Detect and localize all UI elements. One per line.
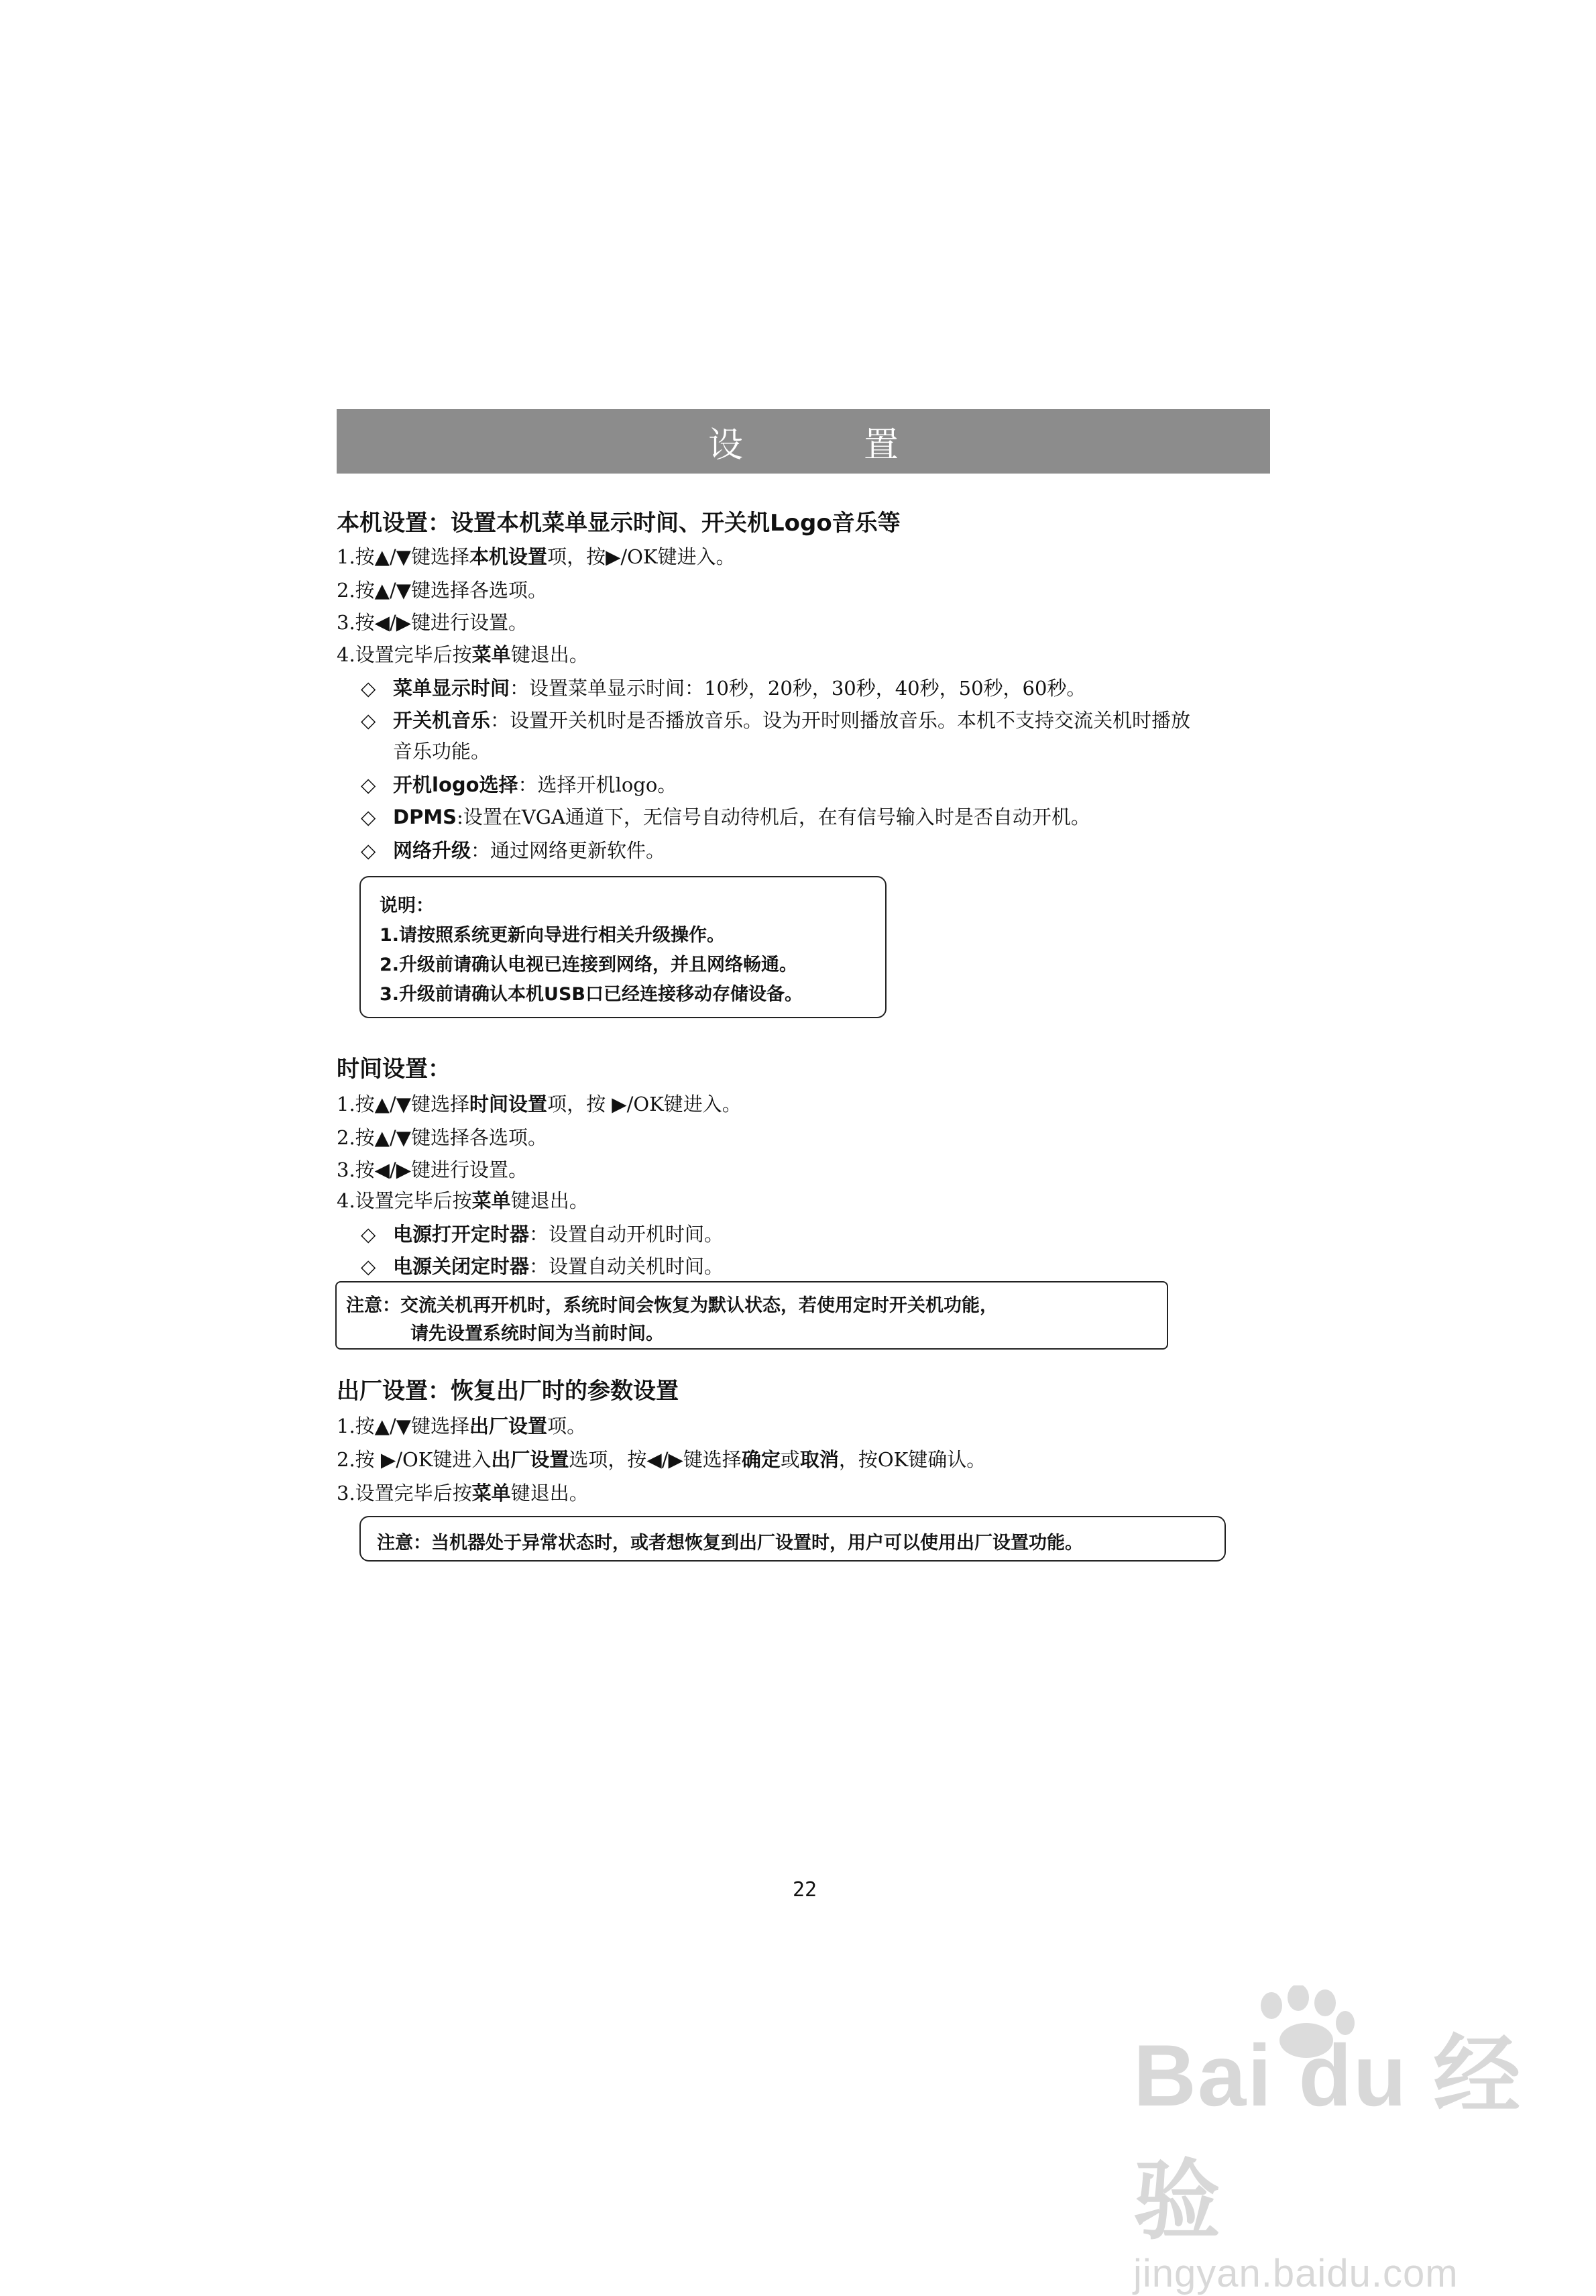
list-item: ◇ DPMS:设置在VGA通道下，无信号自动待机后，在有信号输入时是否自动开机。 (361, 806, 1090, 828)
list-item: ◇ 电源关闭定时器：设置自动关机时间。 (361, 1255, 724, 1278)
list-item: ◇ 开关机音乐：设置开关机时是否播放音乐。设为开时则播放音乐。本机不支持交流关机时播放 (361, 709, 1191, 732)
step: 1.按▲/▼键选择本机设置项，按▶/OK键进入。 (337, 545, 736, 568)
step: 1.按▲/▼键选择时间设置项，按 ▶/OK键进入。 (337, 1093, 742, 1115)
section-banner (337, 409, 1270, 474)
diamond-bullet-icon: ◇ (361, 806, 376, 828)
section3-heading: 出厂设置：恢复出厂时的参数设置 (337, 1378, 679, 1405)
note-line: 2.升级前请确认电视已连接到网络，并且网络畅通。 (380, 954, 798, 975)
list-item: ◇ 网络升级：通过网络更新软件。 (361, 839, 666, 862)
step: 2.按▲/▼键选择各选项。 (337, 1126, 548, 1149)
note-line: 注意：当机器处于异常状态时，或者想恢复到出厂设置时，用户可以使用出厂设置功能。 (377, 1533, 1083, 1553)
step: 4.设置完毕后按菜单键退出。 (337, 643, 589, 666)
note-line: 3.升级前请确认本机USB口已经连接移动存储设备。 (380, 984, 803, 1005)
section2-heading: 时间设置： (337, 1056, 451, 1083)
note-line: 请先设置系统时间为当前时间。 (410, 1323, 664, 1344)
page-title: 设 置 (707, 425, 942, 466)
list-item-continuation: 音乐功能。 (393, 740, 491, 763)
note-box (335, 1281, 1168, 1350)
diamond-bullet-icon: ◇ (361, 1223, 376, 1246)
diamond-bullet-icon: ◇ (361, 709, 376, 732)
note-box (359, 876, 887, 1018)
step: 2.按 ▶/OK键进入出厂设置选项，按◀/▶键选择确定或取消，按OK键确认。 (337, 1448, 986, 1471)
watermark-brand: Bai du 经验 (1133, 2026, 1522, 2250)
page-number: 22 (792, 1878, 817, 1902)
step: 2.按▲/▼键选择各选项。 (337, 579, 548, 602)
watermark-url: jingyan.baidu.com (1133, 2252, 1459, 2295)
diamond-bullet-icon: ◇ (361, 677, 376, 700)
list-item: ◇ 菜单显示时间：设置菜单显示时间：10秒，20秒，30秒，40秒，50秒，60秒。 (361, 677, 1086, 700)
note-box (359, 1516, 1226, 1562)
note-line: 1.请按照系统更新向导进行相关升级操作。 (380, 925, 726, 946)
watermark (1133, 2006, 1596, 2296)
step: 1.按▲/▼键选择出厂设置项。 (337, 1415, 587, 1437)
diamond-bullet-icon: ◇ (361, 839, 376, 862)
list-item: ◇ 电源打开定时器：设置自动开机时间。 (361, 1223, 724, 1246)
diamond-bullet-icon: ◇ (361, 1255, 376, 1278)
note-line: 注意：交流关机再开机时，系统时间会恢复为默认状态，若使用定时开关机功能， (346, 1295, 998, 1316)
list-item: ◇ 开机logo选择：选择开机logo。 (361, 773, 677, 796)
step: 3.设置完毕后按菜单键退出。 (337, 1482, 589, 1505)
diamond-bullet-icon: ◇ (361, 773, 376, 796)
step: 3.按◀/▶键进行设置。 (337, 1158, 528, 1181)
step: 4.设置完毕后按菜单键退出。 (337, 1189, 589, 1212)
section1-heading: 本机设置：设置本机菜单显示时间、开关机Logo音乐等 (337, 510, 901, 537)
step: 3.按◀/▶键进行设置。 (337, 611, 528, 634)
note-title: 说明： (380, 895, 434, 916)
